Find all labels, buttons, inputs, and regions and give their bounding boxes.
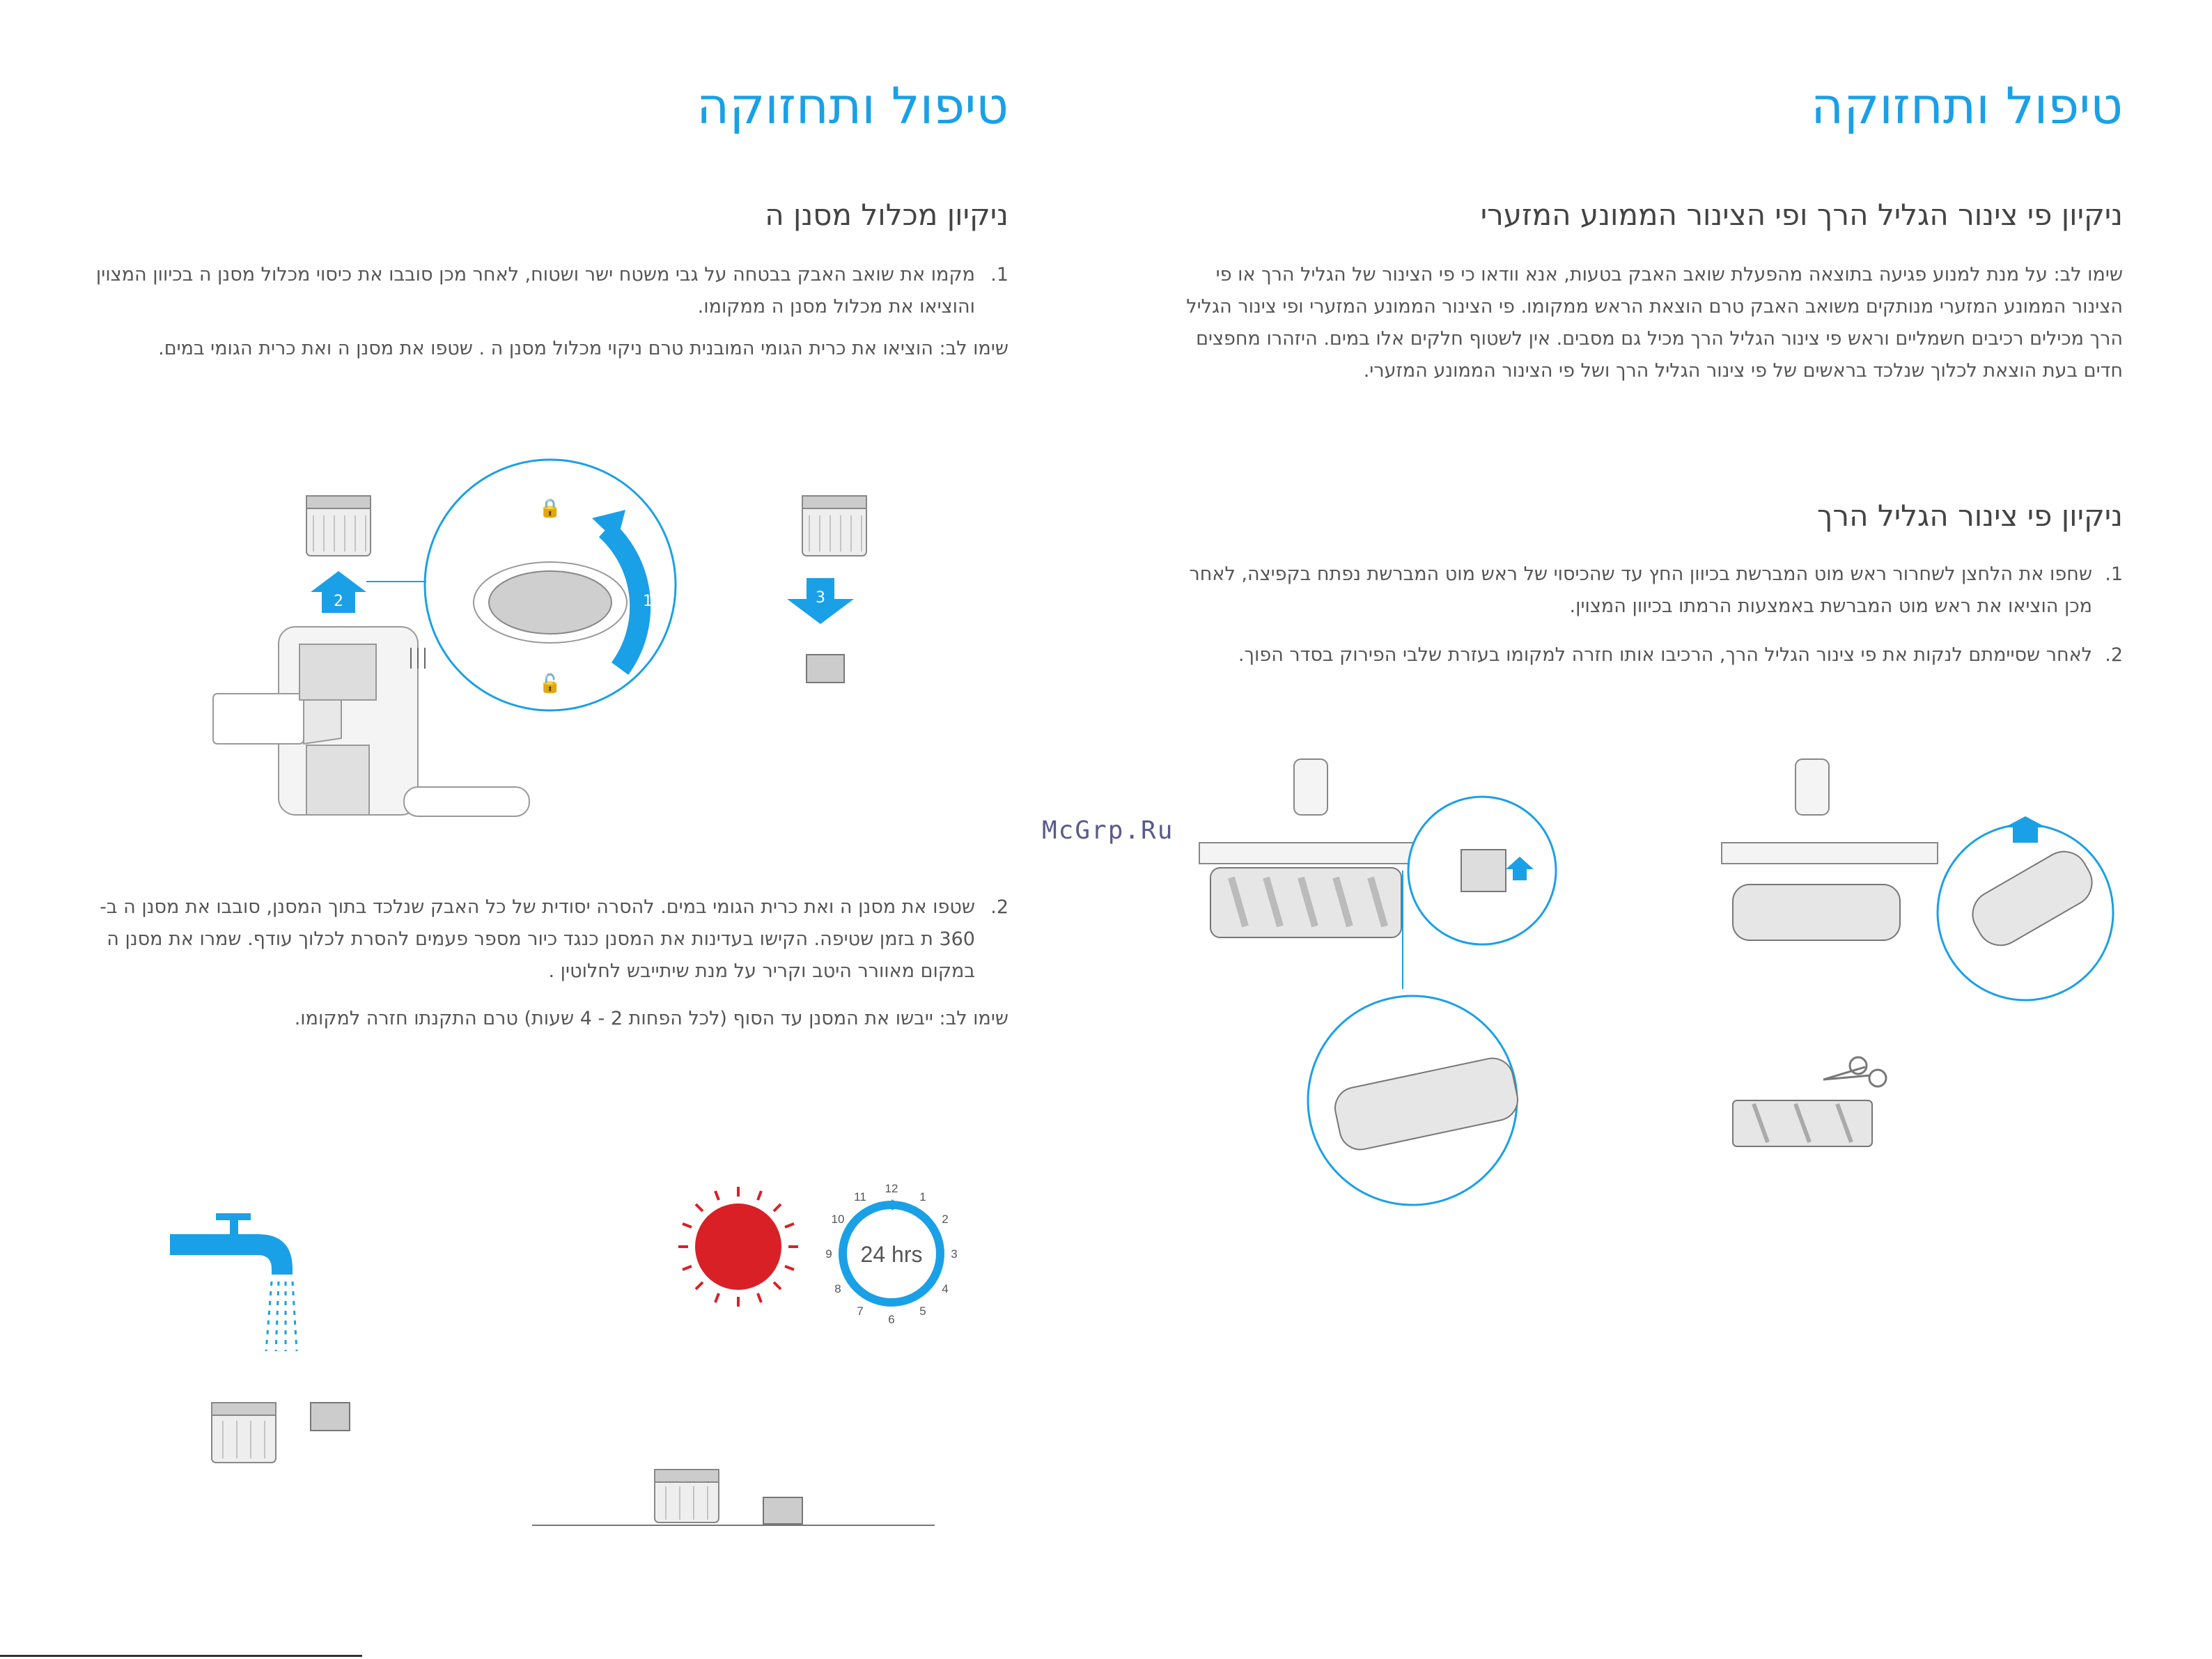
watermark: McGrp.Ru <box>1042 816 1174 845</box>
step-2 <box>89 891 1008 988</box>
clock-number: 11 <box>854 1190 866 1204</box>
clock-number: 3 <box>951 1247 958 1261</box>
section-heading-filter: ניקיון מכלול מסנן ה <box>765 198 1008 232</box>
clock-number: 7 <box>857 1304 864 1318</box>
arrow-2-label: 2 <box>334 593 343 610</box>
step-text: לאחר שסיימתם לנקות את פי צינור הגליל הרך, הרכיבו אותו חזרה למקומו בעזרת שלבי הפירוק בסדר הפוך. <box>1238 644 2092 666</box>
clock-center-label: 24 hrs <box>860 1242 923 1267</box>
filter-removal-diagram <box>202 460 885 850</box>
svg-text:🔓: 🔓 <box>538 673 562 694</box>
arrow-3-label: 3 <box>816 589 825 607</box>
clock-number: 10 <box>831 1213 845 1226</box>
svg-text:🔒: 🔒 <box>538 498 562 519</box>
sun-icon <box>676 1184 801 1309</box>
note-1: שימו לב: הוציאו את כרית הגומי המובנית טרם ניקוי מכלול מסנן ה . שטפו את מסנן ה ואת כרית הגומי במים. <box>158 338 1008 359</box>
bottom-rule <box>0 1655 362 1657</box>
roller-head-release-diagram <box>1197 752 1670 1205</box>
step-1 <box>89 259 1008 323</box>
step-number: 2. <box>990 896 1008 918</box>
page-title: טיפול ותחזוקה <box>1811 77 2123 135</box>
step-number: 2. <box>2105 644 2123 666</box>
step-1 <box>1183 559 2123 623</box>
clock-number: 12 <box>885 1182 898 1195</box>
right-page <box>1106 0 2212 1659</box>
step-text: מקמו את שואב האבק בבטחה על גבי משטח ישר ושטוח, לאחר מכן סובבו את כיסוי מכלול מסנן ה בכיוון המצוין והוציאו את מכלול מסנן ה ממקומו. <box>95 264 975 318</box>
note-2: שימו לב: ייבשו את המסנן עד הסוף (לכל הפחות 2 - 4 שעות) טרם התקנתו חזרה למקומו. <box>294 1008 1008 1029</box>
filter-cartridge-left <box>306 496 371 556</box>
roller-brush-removal-diagram <box>1719 752 2179 1198</box>
section-heading-soft-roller: ניקיון פי צינור הגליל הרך ופי הצינור הממונע המזערי <box>1480 198 2123 232</box>
filter-and-pad-washing <box>209 1400 362 1470</box>
page-title: טיפול ותחזוקה <box>696 77 1008 135</box>
step-number: 1. <box>2105 563 2123 585</box>
step-2 <box>1183 639 2123 671</box>
filter-cartridge-right <box>802 496 866 556</box>
section-heading-soft-roller-cleaning: ניקיון פי צינור הגליל הרך <box>1816 499 2123 533</box>
arrow-1-label: 1 <box>643 593 653 610</box>
clock-number: 2 <box>942 1213 949 1226</box>
step-text: שחפו את הלחצן לשחרור ראש מוט המברשת בכיוון החץ עד שהכיסוי של ראש מוט המברשת נפתח בקפיצה, לאחר מכן הוציאו את ראש מוט המברשת באמצעות הרמתו בכיוון המצוין. <box>1189 563 2092 617</box>
clock-number: 4 <box>942 1282 949 1295</box>
clock-24hrs <box>822 1182 961 1326</box>
clock-number: 6 <box>888 1313 895 1326</box>
clock-number: 9 <box>825 1247 832 1261</box>
clock-number: 1 <box>919 1190 926 1204</box>
rubber-pad <box>807 655 844 683</box>
scissors-icon <box>1823 1057 1886 1086</box>
faucet-illustration <box>167 1205 306 1358</box>
step-text: שטפו את מסנן ה ואת כרית הגומי במים. להסרה יסודית של כל האבק שנלכד בתוך המסנן, סובבו את מסנן ה ב- 360 ת בזמן שטיפה. הקישו בעדינות את המסנן כנגד כיור מספר פעמים להסרת לכלוך עודף. שמרו את מסנן ה במקום מאוורר היטב וקריר על מנת שיתייבש לחלוטין . <box>100 896 975 982</box>
step-number: 1. <box>990 264 1008 286</box>
clock-number: 5 <box>919 1304 926 1318</box>
clock-number: 8 <box>834 1282 841 1295</box>
filter-drying-illustration <box>529 1463 947 1532</box>
section-note: שימו לב: על מנת למנוע פגיעה בתוצאה מהפעלת שואב האבק בטעות, אנא וודאו כי פי הצינור של הגליל הרך או פי הצינור הממונע המזערי מנותקים משואב האבק טרם הוצאת הראש ממקומו. פי הצינור הממונע המזערי ופי צינור הגליל הרך מכילים רכיבים חשמליים וראש פי צינור הגליל הרך מכיל גם מסבים. אין לשטוף חלקים אלו במים. היזהרו מחפצים חדים בעת הוצאת לכלוך שנלכד בראשים של פי צינור הגליל הרך ושל פי הצינור הממונע המזערי. <box>1186 264 2123 382</box>
